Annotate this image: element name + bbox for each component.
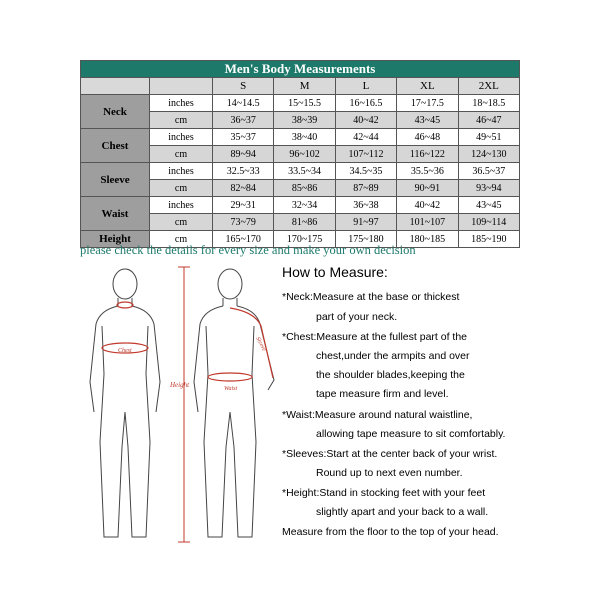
value-cell: 101~107 [397, 214, 458, 231]
corner-cell [81, 78, 150, 95]
value-cell: 81~86 [274, 214, 335, 231]
table-row [81, 197, 520, 214]
back-arms [194, 306, 274, 412]
unit-cell: inches [150, 95, 213, 112]
instruction-line: the shoulder blades,keeping the [316, 369, 465, 381]
unit-cell: cm [150, 146, 213, 163]
waist-label: Waist [224, 386, 238, 392]
value-cell: 165~170 [213, 231, 274, 248]
instruction-line: Round up to next even number. [316, 467, 463, 479]
instruction-line: *Waist:Measure around natural waistline, [282, 409, 473, 421]
measure-name: Waist [81, 197, 150, 231]
value-cell: 91~97 [335, 214, 396, 231]
value-cell: 116~122 [397, 146, 458, 163]
value-cell: 38~39 [274, 112, 335, 129]
instruction-line: allowing tape measure to sit comfortably. [316, 428, 506, 440]
size-note: please check the details for every size and make your own decision [80, 243, 416, 257]
back-body [204, 326, 256, 537]
value-cell: 18~18.5 [458, 95, 519, 112]
value-cell: 42~44 [335, 129, 396, 146]
value-cell: 43~45 [458, 197, 519, 214]
size-header: XL [397, 78, 458, 95]
unit-cell: cm [150, 112, 213, 129]
value-cell: 16~16.5 [335, 95, 396, 112]
value-cell: 175~180 [335, 231, 396, 248]
table-row [81, 163, 520, 180]
value-cell: 90~91 [397, 180, 458, 197]
how-to-measure-title: How to Measure: [282, 264, 388, 280]
value-cell: 170~175 [274, 231, 335, 248]
value-cell: 35~37 [213, 129, 274, 146]
value-cell: 124~130 [458, 146, 519, 163]
measure-name: Neck [81, 95, 150, 129]
unit-cell: cm [150, 214, 213, 231]
unit-cell: cm [150, 231, 213, 248]
waist-measure-line [208, 373, 252, 381]
size-chart-table [80, 60, 520, 248]
value-cell: 15~15.5 [274, 95, 335, 112]
value-cell: 38~40 [274, 129, 335, 146]
back-head [218, 269, 242, 299]
front-head [113, 269, 137, 299]
instruction-line: *Height:Stand in stocking feet with your feet [282, 487, 486, 499]
value-cell: 35.5~36 [397, 163, 458, 180]
value-cell: 49~51 [458, 129, 519, 146]
value-cell: 96~102 [274, 146, 335, 163]
front-figure [90, 269, 160, 537]
measurement-figures [80, 262, 280, 552]
instruction-line: chest,under the armpits and over [316, 350, 470, 362]
instruction-line: *Chest:Measure at the fullest part of the [282, 331, 468, 343]
value-cell: 89~94 [213, 146, 274, 163]
size-header: 2XL [458, 78, 519, 95]
value-cell: 180~185 [397, 231, 458, 248]
value-cell: 46~47 [458, 112, 519, 129]
value-cell: 40~42 [335, 112, 396, 129]
measure-name: Height [81, 231, 150, 248]
measure-name: Sleeve [81, 163, 150, 197]
chest-label: Chest [118, 348, 132, 354]
value-cell: 33.5~34 [274, 163, 335, 180]
corner-cell [150, 78, 213, 95]
size-header: S [213, 78, 274, 95]
size-header: M [274, 78, 335, 95]
sleeve-measure-line [230, 308, 273, 378]
height-label: Height [170, 381, 190, 389]
value-cell: 185~190 [458, 231, 519, 248]
instruction-line: tape measure firm and level. [316, 388, 449, 400]
unit-cell: inches [150, 163, 213, 180]
value-cell: 46~48 [397, 129, 458, 146]
value-cell: 32~34 [274, 197, 335, 214]
value-cell: 32.5~33 [213, 163, 274, 180]
unit-cell: inches [150, 197, 213, 214]
instruction-line: Measure from the floor to the top of your head. [282, 526, 499, 538]
unit-cell: inches [150, 129, 213, 146]
front-arms [90, 306, 160, 412]
unit-cell: cm [150, 180, 213, 197]
value-cell: 36.5~37 [458, 163, 519, 180]
value-cell: 14~14.5 [213, 95, 274, 112]
size-header-row [81, 78, 520, 95]
value-cell: 82~84 [213, 180, 274, 197]
size-header: L [335, 78, 396, 95]
value-cell: 34.5~35 [335, 163, 396, 180]
value-cell: 85~86 [274, 180, 335, 197]
table-row [81, 95, 520, 112]
value-cell: 36~38 [335, 197, 396, 214]
value-cell: 109~114 [458, 214, 519, 231]
chart-title: Men's Body Measurements [81, 61, 520, 78]
value-cell: 73~79 [213, 214, 274, 231]
chart-title-row [81, 61, 520, 78]
instruction-line: part of your neck. [316, 311, 398, 323]
neck-measure-line [117, 302, 133, 308]
sleeve-label: Sleeve [254, 336, 267, 353]
value-cell: 40~42 [397, 197, 458, 214]
value-cell: 17~17.5 [397, 95, 458, 112]
front-body [100, 326, 150, 537]
value-cell: 87~89 [335, 180, 396, 197]
value-cell: 107~112 [335, 146, 396, 163]
instruction-line: *Sleeves:Start at the center back of your wrist. [282, 448, 498, 460]
instruction-line: slightly apart and your back to a wall. [316, 506, 489, 518]
value-cell: 29~31 [213, 197, 274, 214]
instruction-line: *Neck:Measure at the base or thickest [282, 291, 460, 303]
value-cell: 36~37 [213, 112, 274, 129]
measure-name: Chest [81, 129, 150, 163]
table-row [81, 129, 520, 146]
value-cell: 43~45 [397, 112, 458, 129]
value-cell: 93~94 [458, 180, 519, 197]
